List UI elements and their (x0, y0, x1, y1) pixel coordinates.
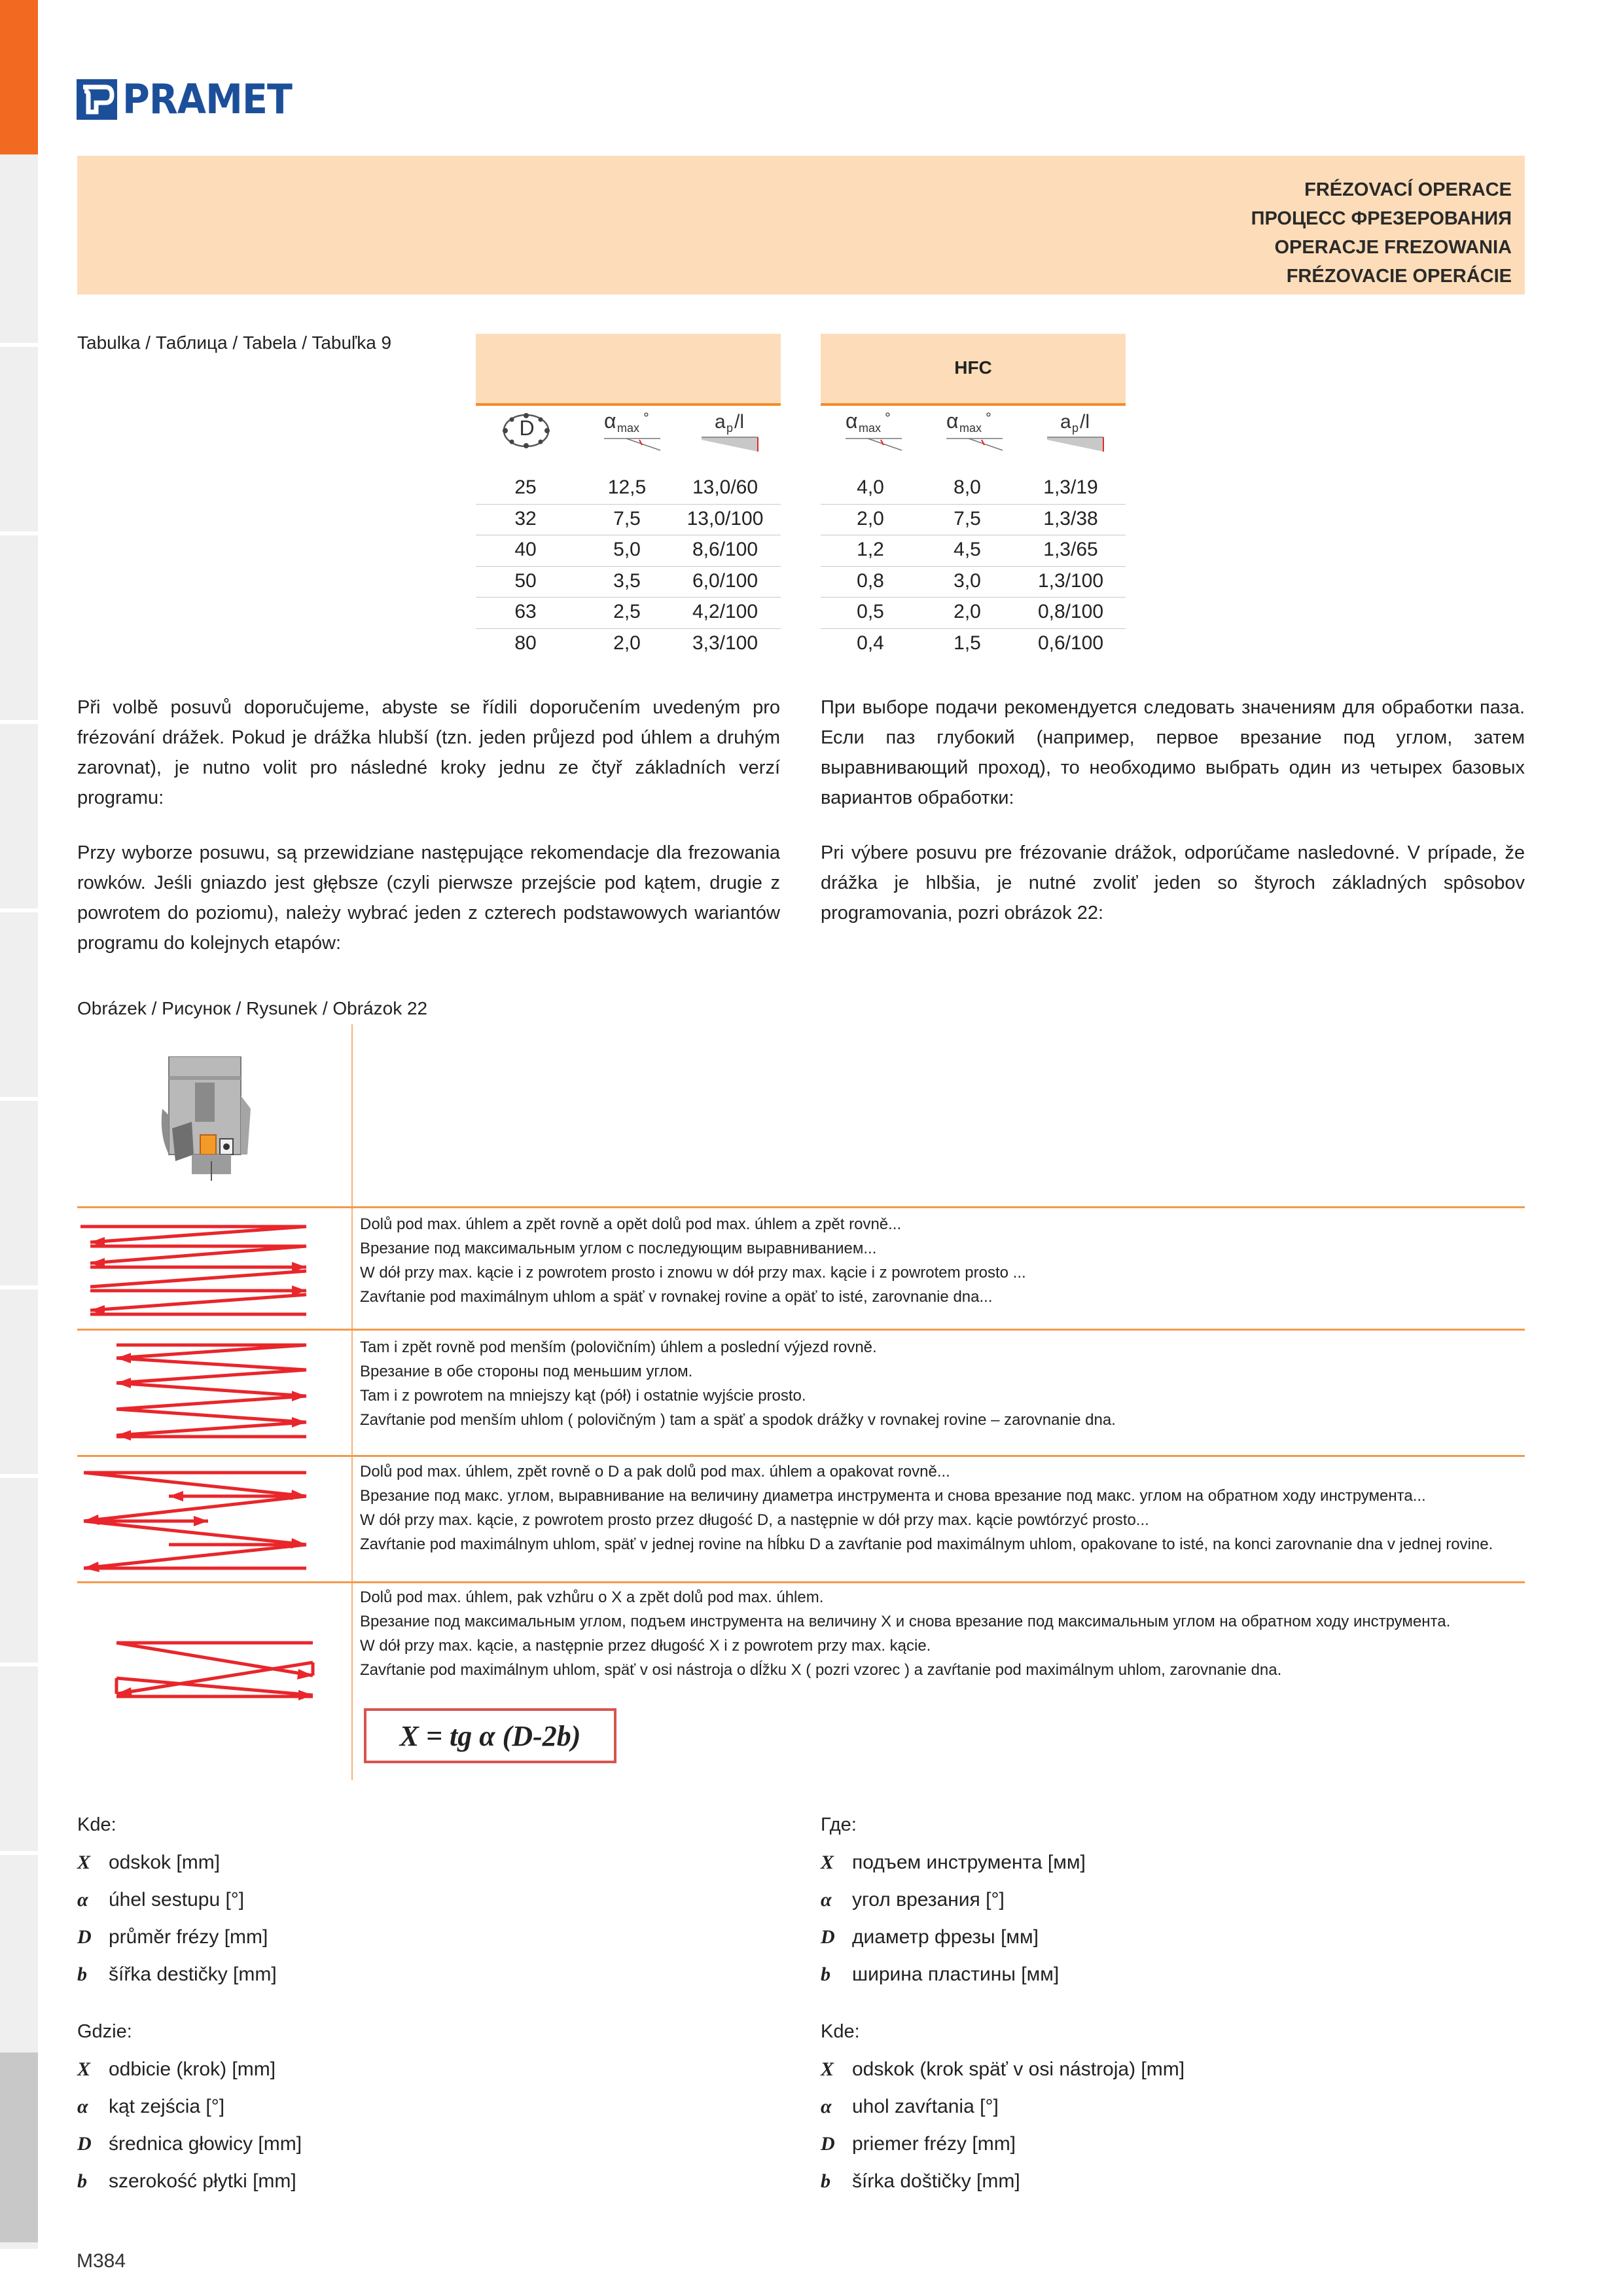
table-row-divider (476, 628, 781, 629)
table-cell: 4,5 (954, 539, 981, 560)
legend-description: průměr frézy [mm] (109, 1926, 268, 1948)
strategy-1-description (360, 1212, 1026, 1309)
paragraph-pl: Przy wyborze posuwu, są przewidziane następujące rekomendacje dla frezowania rowków. Jeśli gniazdo jest głębsze (czyli pierwsze przejście pod kątem, drugie z powrotem do poziomu), należy wybrać jeden z czterech podstawowych wariantów programu do kolejnych etapów: (77, 842, 780, 954)
legend-title-sk: Kde: (821, 2021, 860, 2042)
legend-row (77, 1926, 268, 1948)
table-row-divider (821, 628, 1126, 629)
table-cell: 1,2 (857, 539, 884, 560)
pramet-logo (77, 75, 307, 123)
legend-symbol: D (77, 2133, 92, 2155)
strategy-2-ru: Врезание в обе стороны под меньшим углом. (360, 1363, 693, 1380)
svg-text:α: α (846, 411, 858, 433)
legend-description: ширина пластины [мм] (852, 1964, 1060, 1985)
legend-row (821, 1889, 1005, 1911)
header-band (77, 156, 1525, 295)
legend-description: šířka destičky [mm] (109, 1964, 277, 1985)
legend-description: подъем инструмента [мм] (852, 1852, 1086, 1873)
section-tab-strip (0, 154, 38, 2249)
table-cell: 0,6/100 (1037, 632, 1104, 654)
table-cell: 2,0 (613, 632, 641, 654)
figure-row-divider (77, 1581, 1525, 1583)
legend-description: kąt zejścia [°] (109, 2096, 225, 2117)
strategy-1-ru: Врезание под максимальным углом с последующим выравниванием... (360, 1240, 877, 1257)
tab-divider (0, 908, 38, 912)
toolpath-strategy-3-icon (77, 1465, 313, 1579)
legend-row (77, 2133, 302, 2155)
tab-divider (0, 720, 38, 724)
strategy-2-cz: Tam i zpět rovně pod menším (polovičním) úhlem a poslední výjezd rovně. (360, 1338, 877, 1356)
strategy-3-ru: Врезание под макс. углом, выравнивание на величину диаметра инструмента и снова врезание под макс. углом на обратном ходу инструмента... (360, 1487, 1426, 1505)
legend-description: odskok (krok späť v osi nástroja) [mm] (852, 2058, 1185, 2080)
svg-text:max: max (859, 422, 882, 435)
svg-text:°: ° (986, 411, 991, 426)
legend-symbol: D (77, 1926, 92, 1948)
table-cell: 8,0 (954, 476, 981, 498)
svg-text:α: α (604, 411, 616, 433)
table-cell: 13,0/100 (687, 507, 764, 529)
legend-row (77, 2058, 276, 2081)
strategy-4-cz: Dolů pod max. úhlem, pak vzhůru o X a zpět dolů pod max. úhlem. (360, 1588, 824, 1606)
table-cell: 0,8/100 (1037, 601, 1104, 622)
table-cell: 2,0 (954, 601, 981, 622)
table-cell: 40 (514, 539, 537, 560)
legend-description: угол врезания [°] (852, 1889, 1005, 1910)
legend-row (821, 2133, 1016, 2155)
table-right-title-bg (821, 334, 1126, 403)
table-row-divider (476, 597, 781, 598)
legend-row (821, 2170, 1020, 2193)
table-cell: 6,0/100 (692, 569, 758, 592)
table-cell: 8,6/100 (692, 539, 758, 560)
tab-divider (0, 1474, 38, 1478)
table-left-title-bg (476, 334, 781, 403)
legend-symbol: X (77, 1852, 91, 1873)
legend-symbol: D (821, 2133, 835, 2155)
svg-text:/l: /l (734, 411, 744, 433)
title-pl: OPERACJE FREZOWANIA (1274, 237, 1512, 258)
legend-symbol: b (77, 1964, 87, 1985)
table-cell: 13,0/60 (692, 476, 758, 498)
col-diameter: D (519, 416, 535, 440)
legend-symbol: α (77, 1889, 88, 1910)
formula-box: X = tg α (D-2b) (364, 1708, 616, 1763)
ap-l-icon (695, 411, 767, 457)
legend-row (821, 1852, 1086, 1874)
legend-row (77, 1852, 220, 1874)
strategy-1-cz: Dolů pod max. úhlem a zpět rovně a opět dolů pod max. úhlem a zpět rovně... (360, 1215, 902, 1233)
section-tab-active (0, 0, 38, 154)
title-cz: FRÉZOVACÍ OPERACE (1304, 179, 1512, 200)
tab-divider (0, 1851, 38, 1855)
strategy-2-description (360, 1335, 1116, 1432)
figure-row-divider (77, 1455, 1525, 1457)
legend-symbol: b (821, 1964, 830, 1985)
table-row-divider (821, 504, 1126, 505)
tab-divider (0, 1097, 38, 1101)
table-cell: 2,0 (857, 507, 884, 529)
strategy-1-sk: Zavŕtanie pod maximálnym uhlom a späť v rovnakej rovine a opäť to isté, zarovnanie dna... (360, 1288, 993, 1306)
table-caption: Tabulka / Таблица / Tabela / Tabuľka 9 (77, 332, 392, 353)
legend-title-cz: Kde: (77, 1814, 116, 1835)
tab-divider (0, 1662, 38, 1666)
legend-symbol: X (77, 2058, 91, 2080)
table-cell: 7,5 (954, 507, 981, 529)
legend-description: odskok [mm] (109, 1852, 221, 1873)
svg-text:/l: /l (1080, 411, 1090, 433)
figure-caption: Obrázek / Рисунок / Rysunek / Obrázok 22 (77, 998, 428, 1018)
page-number: M384 (77, 2250, 126, 2272)
alpha-max-icon (942, 411, 1014, 457)
section-titles (1251, 175, 1512, 291)
table-cell: 2,5 (613, 601, 641, 622)
strategy-3-sk: Zavŕtanie pod maximálnym uhlom, späť v jednej rovine na hĺbku D a zavŕtanie pod maximálnym uhlom, opakovane to isté, na konci zarovnanie dna v jednej rovine. (360, 1535, 1493, 1553)
table-cell: 0,8 (857, 569, 884, 592)
table-cell: 1,3/38 (1043, 507, 1098, 529)
svg-text:α: α (946, 411, 959, 433)
table-row-divider (476, 504, 781, 505)
table-cell: 80 (514, 632, 537, 654)
strategy-1-pl: W dół przy max. kącie i z powrotem prosto i znowu w dół przy max. kącie i z powrotem prosto ... (360, 1264, 1026, 1282)
svg-text:a: a (1060, 411, 1071, 433)
table-cell: 5,0 (613, 539, 641, 560)
strategy-3-cz: Dolů pod max. úhlem, zpět rovně o D a pak dolů pod max. úhlem a opakovat rovně... (360, 1463, 950, 1480)
table-cell: 1,3/65 (1043, 539, 1098, 560)
pramet-logo-icon (77, 79, 117, 120)
tab-divider (0, 1285, 38, 1289)
legend-row (77, 2170, 296, 2193)
table-cell: 12,5 (607, 476, 647, 498)
strategy-4-sk: Zavŕtanie pod maximálnym uhlom, späť v osi nástroja o dĺžku X ( pozri vzorec ) a zavŕtanie pod maximálnym uhlom, zarovnanie dna. (360, 1661, 1282, 1679)
legend-description: priemer frézy [mm] (852, 2133, 1016, 2155)
table-cell: 3,5 (613, 569, 641, 592)
strategy-2-pl: Tam i z powrotem na mniejszy kąt (pół) i ostatnie wyjście prosto. (360, 1387, 806, 1405)
table-cell: 1,3/100 (1037, 569, 1104, 592)
toolpath-strategy-2-icon (77, 1338, 313, 1453)
table-cell: 63 (514, 601, 537, 622)
strategy-4-ru: Врезание под максимальным углом, подъем инструмента на величину X и снова врезание под максимальным углом на обратном ходу инструмента. (360, 1613, 1451, 1630)
paragraph-ru: При выборе подачи рекомендуется следовать значениям для обработки паза. Если паз глубокий (например, первое врезание под углом, затем выравнивающий проход), то необходимо выбрать один из четырех базовых вариантов обработки: (821, 697, 1525, 808)
table-cell: 25 (514, 476, 537, 498)
tab-divider (0, 343, 38, 347)
strategy-4-pl: W dół przy max. kącie, a następnie przez długość X i z powrotem przy max. kącie. (360, 1637, 931, 1655)
legend-description: odbicie (krok) [mm] (109, 2058, 276, 2080)
table-cell: 1,3/19 (1043, 476, 1098, 498)
legend-symbol: X (821, 2058, 834, 2080)
legend-row (77, 1889, 244, 1911)
table-row-divider (476, 566, 781, 567)
alpha-max-icon (600, 411, 672, 457)
table-cell: 3,3/100 (692, 632, 758, 654)
legend-symbol: α (821, 1889, 832, 1910)
legend-description: диаметр фрезы [мм] (852, 1926, 1039, 1948)
ap-l-icon (1041, 411, 1113, 457)
legend-description: szerokość płytki [mm] (109, 2170, 296, 2192)
svg-text:°: ° (885, 411, 891, 426)
legend-symbol: b (77, 2170, 87, 2192)
table-left-rule (476, 403, 781, 406)
legend-description: úhel sestupu [°] (109, 1889, 245, 1910)
legend-symbol: D (821, 1926, 835, 1948)
legend-description: średnica głowicy [mm] (109, 2133, 302, 2155)
legend-row (821, 2096, 999, 2118)
title-ru: ПРОЦЕСС ФРЕЗЕРОВАНИЯ (1251, 208, 1512, 229)
table-cell: 3,0 (954, 569, 981, 592)
table-right-rule (821, 403, 1126, 406)
svg-text:°: ° (643, 411, 649, 426)
svg-text:p: p (1072, 422, 1079, 435)
section-tab-dark (0, 2053, 38, 2242)
legend-symbol: α (77, 2096, 88, 2117)
svg-text:a: a (715, 411, 726, 433)
strategy-3-description (360, 1460, 1493, 1556)
legend-title-pl: Gdzie: (77, 2021, 132, 2042)
toolpath-strategy-1-icon (77, 1215, 313, 1329)
alpha-max-icon (842, 411, 914, 457)
table-cell: 7,5 (613, 507, 641, 529)
legend-row (77, 1964, 277, 1986)
toolpath-strategy-4-icon (77, 1636, 326, 1705)
table-cell: 4,2/100 (692, 601, 758, 622)
svg-text:max: max (617, 422, 640, 435)
milling-cutter-illustration (156, 1056, 254, 1184)
svg-text:p: p (726, 422, 734, 435)
table-cell: 1,5 (954, 632, 981, 654)
strategy-4-description (360, 1585, 1450, 1682)
table-right-title: HFC (954, 357, 992, 378)
legend-symbol: b (821, 2170, 830, 2192)
table-cell: 50 (514, 569, 537, 592)
legend-row (821, 1926, 1039, 1948)
figure-column-divider (351, 1024, 353, 1780)
legend-description: uhol zavŕtania [°] (852, 2096, 999, 2117)
table-row-divider (821, 566, 1126, 567)
tab-divider (0, 531, 38, 535)
title-sk: FRÉZOVACIE OPERÁCIE (1286, 266, 1512, 287)
legend-row (77, 2096, 224, 2118)
svg-text:max: max (959, 422, 982, 435)
legend-row (821, 1964, 1059, 1986)
logo-text: PRAMET (122, 75, 292, 123)
table-cell: 4,0 (857, 476, 884, 498)
legend-symbol: X (821, 1852, 834, 1873)
figure-row-divider (77, 1206, 1525, 1208)
strategy-2-sk: Zavŕtanie pod menším uhlom ( polovičným ) tam a späť a spodok drážky v rovnakej rovine – zarovnanie dna. (360, 1411, 1116, 1429)
legend-title-ru: Где: (821, 1814, 857, 1835)
table-cell: 0,5 (857, 601, 884, 622)
legend-description: šírka doštičky [mm] (852, 2170, 1020, 2192)
strategy-3-pl: W dół przy max. kącie, z powrotem prosto przez długość D, a następnie w dół przy max. kącie powtórzyć prosto... (360, 1511, 1149, 1529)
table-cell: 32 (514, 507, 537, 529)
legend-row (821, 2058, 1185, 2081)
table-cell: 0,4 (857, 632, 884, 654)
paragraph-cz: Při volbě posuvů doporučujeme, abyste se řídili doporučením uvedeným pro frézování drážek. Pokud je drážka hlubší (tzn. jeden průjezd pod úhlem a druhým zarovnat), je nutno volit pro následné kroky jednu ze čtyř základních verzí programu: (77, 697, 780, 808)
legend-symbol: α (821, 2096, 832, 2117)
paragraph-sk: Pri výbere posuvu pre frézovanie drážok, odporúčame nasledovné. V prípade, že drážka je hlbšia, je nutné zvoliť jeden so štyroch základných spôsobov programovania, pozri obrázok 22: (821, 842, 1525, 924)
table-row-divider (821, 597, 1126, 598)
